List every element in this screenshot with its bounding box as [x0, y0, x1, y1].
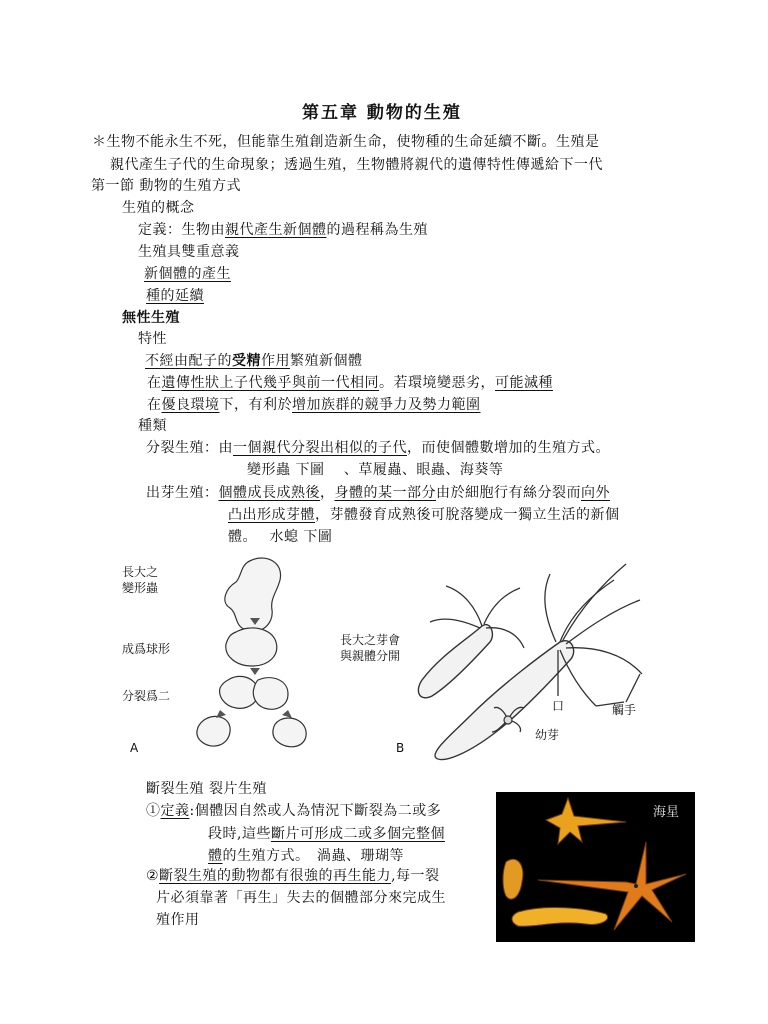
fragmentation-item-1-line-2 — [208, 824, 445, 844]
arrow-2 — [250, 668, 260, 675]
trait-2-underlined: 遺傳性狀上子代幾乎與前一代相同 — [161, 375, 379, 391]
hydra-bud-body — [418, 625, 492, 698]
fission-suffix: ，而使個體數增加的生殖方式。 — [407, 440, 610, 456]
fission-label: 分裂生殖： — [146, 440, 219, 456]
item-1-line-3-rest: 的生殖方式。 渦蟲、珊瑚等 — [222, 848, 404, 864]
item-1-line-2-underlined: 斷片可形成二或多個完整個 — [270, 826, 445, 842]
concept-meaning: 生殖具雙重意義 — [138, 244, 240, 260]
trait-2-mid: 。若環境變惡劣， — [379, 375, 495, 391]
trait-1-underlined: 不經由配子的 — [145, 353, 232, 369]
sea-star-top — [546, 798, 626, 844]
budding-mid: 由於細胞行有絲分裂而 — [436, 485, 581, 501]
amoeba-daughter-right — [273, 718, 306, 747]
asexual-heading: 無性生殖 — [122, 310, 180, 326]
definition-suffix: 的過程稱為生殖 — [326, 222, 428, 238]
hydra-budding-illustration — [400, 556, 670, 764]
fragmentation-item-1-line-3 — [208, 846, 404, 866]
fission-line — [146, 438, 610, 458]
budding-label: 出芽生殖： — [146, 485, 219, 501]
tentacle-pointer — [626, 674, 640, 702]
trait-2 — [147, 373, 553, 393]
sea-star-center — [634, 884, 638, 888]
bud-tentacle — [484, 588, 520, 624]
budding-rest: ，芽體發育成熟後可脫落變成一獨立生活的新個 — [315, 507, 620, 523]
fragmentation-item-2-line-3: 殖作用 — [156, 912, 200, 928]
amoeba-fission-illustration — [180, 552, 330, 757]
trait-1-underlined-2: 作用 — [261, 353, 290, 369]
figure-b-letter: B — [396, 741, 405, 755]
fragmentation-heading: 斷裂生殖 裂片生殖 — [146, 781, 267, 797]
sea-star-arm-bottom — [512, 908, 608, 927]
trait-1-bold: 受精 — [232, 353, 261, 369]
fragmentation-item-2-line-2: 片必須靠著「再生」失去的個體部分來完成生 — [156, 890, 446, 906]
sea-star-photo — [496, 792, 695, 942]
fragmentation-item-2-line-1 — [146, 866, 440, 886]
item-1-line-2-prefix: 段時,這些 — [208, 826, 271, 842]
trait-1-rest: 繁殖新個體 — [290, 353, 363, 369]
tentacle — [560, 580, 614, 642]
amoeba-daughter-left — [197, 716, 230, 746]
figure-b-label-young-bud: 幼芽 — [535, 728, 560, 742]
budding-line-3: 體。 水螅 下圖 — [228, 529, 333, 545]
item-1-number: ① — [146, 803, 161, 819]
tentacle-pointer — [596, 702, 624, 706]
budding-line-2 — [228, 505, 620, 525]
definition-key: 親代產生新個體 — [225, 222, 327, 238]
definition-prefix: 定義：生物由 — [138, 222, 225, 238]
figure-a-letter: A — [130, 741, 139, 755]
intro-line-2: 親代產生子代的生命現象；透過生殖，生物體將親代的遺傳特性傳遞給下一代 — [110, 157, 603, 173]
trait-3-mid: 下，有利於 — [219, 397, 292, 413]
figure-b-label-line-2: 與親體分開 — [340, 649, 401, 663]
item-2-underlined: 斷裂生殖的動物都有很強的再生能力 — [159, 868, 392, 884]
figure-a-label-grown — [122, 564, 158, 596]
figure-b-label-bud-separates — [340, 632, 400, 664]
tentacle — [562, 564, 626, 642]
item-1-line-3-underlined: 體 — [208, 848, 223, 864]
meaning-item-1: 新個體的產生 — [144, 266, 231, 282]
amoeba-sphere — [226, 628, 277, 666]
item-1-rest: :個體因自然或人為情況下斷裂為二或多 — [189, 803, 442, 819]
trait-3-prefix: 在 — [147, 397, 162, 413]
budding-underlined-3: 向外 — [581, 485, 610, 501]
budding-comma: ， — [320, 485, 335, 501]
traits-heading: 特性 — [138, 331, 167, 347]
figure-a-label-line-1: 長大之 — [122, 565, 159, 579]
tentacle — [566, 600, 640, 644]
figure-b-label-line-1: 長大之芽會 — [340, 633, 401, 647]
figure-b-label-mouth: 口 — [552, 699, 565, 713]
fission-prefix: 由 — [218, 440, 233, 456]
intro-line-1: ＊生物不能永生不死，但能靠生殖創造新生命，使物種的生命延續不斷。生殖是 — [92, 134, 600, 150]
meaning-item-2: 種的延續 — [146, 288, 204, 304]
amoeba-split-right — [253, 678, 288, 710]
figure-a-label-split: 分裂爲二 — [122, 689, 171, 703]
trait-3-underlined: 優良環境 — [161, 397, 220, 413]
budding-line-1 — [146, 483, 610, 503]
fission-underlined: 一個親代分裂出相似的子代 — [233, 440, 407, 456]
item-2-rest: ,每一裂 — [391, 868, 440, 884]
trait-2-prefix: 在 — [147, 375, 162, 391]
item-2-number: ② — [146, 868, 160, 884]
bud-tentacle — [430, 619, 480, 628]
concept-heading: 生殖的概念 — [122, 200, 195, 216]
fission-examples: 變形蟲 下圖 、草履蟲、眼蟲、海葵等 — [247, 462, 504, 478]
section-heading: 第一節 動物的生殖方式 — [91, 178, 241, 194]
sea-star-arm-left — [503, 859, 523, 899]
budding-underlined-2: 身體的某一部分 — [334, 485, 436, 501]
figure-a-label-sphere: 成爲球形 — [122, 642, 171, 656]
trait-2-underlined-2: 可能滅種 — [495, 375, 553, 391]
figure-a-label-line-2: 變形蟲 — [122, 581, 159, 595]
arrow-4 — [282, 710, 292, 718]
fragmentation-item-1-line-1 — [146, 801, 441, 821]
sea-star-label: 海星 — [652, 805, 679, 820]
amoeba-split-left — [220, 676, 259, 708]
concept-definition — [138, 220, 428, 240]
budding-underlined-1: 個體成長成熟後 — [218, 485, 320, 501]
figure-b-label-tentacles: 觸手 — [612, 703, 637, 717]
tentacle — [545, 574, 556, 642]
trait-3-underlined-2: 增加族群的競爭力及勢力範圍 — [292, 397, 481, 413]
item-1-underlined: 定義 — [160, 803, 190, 819]
types-heading: 種類 — [138, 418, 167, 434]
trait-1 — [145, 351, 363, 371]
page-title: 第五章 動物的生殖 — [302, 103, 462, 123]
trait-3 — [147, 395, 481, 415]
budding-underlined-4: 凸出形成芽體 — [228, 507, 315, 523]
tentacle — [566, 648, 642, 674]
young-bud — [504, 716, 512, 724]
